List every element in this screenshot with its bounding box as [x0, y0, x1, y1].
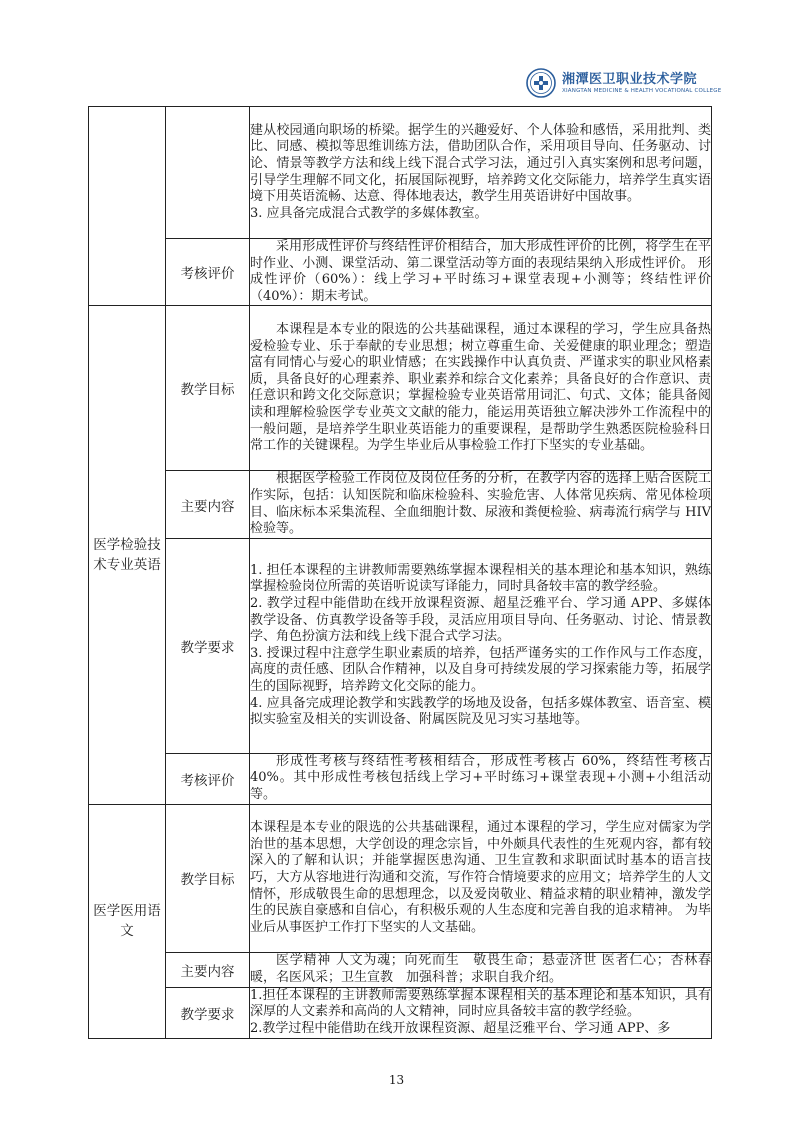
course-name: 医学检验技术专业英语: [89, 306, 166, 804]
school-emblem-icon: [526, 68, 556, 98]
school-name-en: XIANGTAN MEDICINE & HEALTH VOCATIONAL COLLEGE: [562, 87, 722, 94]
paragraph: 根据医学检验工作岗位及岗位任务的分析，在教学内容的选择上贴合医院工作实际，包括：认知医院和临床检验科、实验危害、人体常见疾病、常见体检项目、临床标本采集流程、全血细胞计数、尿液和粪便检验、病毒流行病学与 HIV 检验等。: [250, 471, 711, 537]
category-label: 教学目标: [166, 306, 250, 471]
category-label: 教学目标: [166, 804, 250, 952]
category-label: 主要内容: [166, 471, 250, 538]
paragraph: 本课程是本专业的限选的公共基础课程，通过本课程的学习，学生应对儒家为学治世的基本思想，大学创设的理念宗旨，中外颇具代表性的生死观内容，都有较深入的了解和认识；并能掌握医患沟通、卫生宣教和求职面试时基本的语言技巧，大方从容地进行沟通和交流，写作符合情境要求的应用文；培养学生的人文情怀，形成敬畏生命的思想理念，以及爱岗敬业、精益求精的职业精神，激发学生的民族自豪感和自信心，有积极乐观的人生态度和完善自我的追求精神。 为毕业后从事医护工作打下坚实的人文基础。: [250, 820, 711, 935]
content-cell: [250, 306, 712, 471]
content-cell: [250, 952, 712, 987]
table-row: [89, 987, 712, 1038]
paragraph: 3. 授课过程中注意学生职业素质的培养，包括严谨务实的工作作风与工作态度，高度的责任感、团队合作精神，以及自身可持续发展的学习探索能力等，拓展学生的国际视野，培养跨文化交际的能力。: [250, 645, 711, 694]
category-cell-empty: [166, 107, 250, 239]
paragraph: 1. 担任本课程的主讲教师需要熟练掌握本课程相关的基本理论和基本知识，熟练掌握检验岗位所需的英语听说读写译能力，同时具备较丰富的教学经验。: [250, 562, 711, 595]
paragraph: 采用形成性评价与终结性评价相结合，加大形成性评价的比例，将学生在平时作业、小测、课堂活动、第二课堂活动等方面的表现结果纳入形成性评价。 形成性评价（60%）：线上学习+平时练习+课堂表现+小测等；终结性评价（40%）：期末考试。: [250, 239, 711, 304]
page-header: [0, 0, 793, 100]
category-label: 主要内容: [166, 952, 250, 987]
paragraph: 3. 应具备完成混合式教学的多媒体教室。: [250, 205, 488, 221]
table-row: [89, 753, 712, 804]
content-cell: [250, 804, 712, 952]
table-row: [89, 239, 712, 306]
table-row: [89, 306, 712, 471]
curriculum-table: [88, 106, 712, 1039]
category-label: 考核评价: [166, 753, 250, 804]
table-row: [89, 471, 712, 538]
school-name-cn: 湘潭医卫职业技术学院: [562, 71, 698, 87]
table-row: [89, 952, 712, 987]
content-cell: [250, 753, 712, 804]
content-cell: [250, 987, 712, 1038]
content-cell: [250, 107, 712, 239]
paragraph: 2. 教学过程中能借助在线开放课程资源、超星泛雅平台、学习通 APP、多媒体教学设备、仿真教学设备等手段，灵活应用项目导向、任务驱动、讨论、情景教学、角色扮演方法和线上线下混合式学习法。: [250, 595, 711, 645]
school-logo: [526, 66, 726, 100]
paragraph: 建从校园通向职场的桥梁。据学生的兴趣爱好、个人体验和感悟，采用批判、类比、同感、模拟等思维训练方法，借助团队合作，采用项目导向、任务驱动、讨论、情景等教学方法和线上线下混合式学习法，通过引入真实案例和思考问题，引导学生理解不同文化，拓展国际视野，培养跨文化交际能力，培养学生真实语境下用英语流畅、达意、得体地表达，教学生用英语讲好中国故事。: [250, 122, 711, 205]
paragraph: 形成性考核与终结性考核相结合，形成性考核占 60%，终结性考核占 40%。其中形成性考核包括线上学习+平时练习+课堂表现+小测+小组活动等。: [250, 753, 711, 803]
category-label: 教学要求: [166, 538, 250, 753]
content-cell: [250, 471, 712, 538]
course-name-cell-empty: [89, 107, 166, 306]
content-cell: [250, 538, 712, 753]
paragraph: 1.担任本课程的主讲教师需要熟练掌握本课程相关的基本理论和基本知识，具有深厚的人文素养和高尚的人文精神，同时应具备较丰富的教学经验。: [250, 987, 711, 1020]
paragraph: 本课程是本专业的限选的公共基础课程，通过本课程的学习，学生应具备热爱检验专业、乐于奉献的专业思想；树立尊重生命、关爱健康的职业理念；塑造富有同情心与爱心的职业情感；在实践操作中认真负责、严谨求实的职业风格素质，具备良好的心理素养、职业素养和综合文化素养；具备良好的合作意识、责任意识和跨文化交际意识；掌握检验专业英语常用词汇、句式、文体；能具备阅读和理解检验医学专业英文文献的能力，能运用英语独立解决涉外工作流程中的一般问题，是培养学生职业英语能力的重要课程，是帮助学生熟悉医院检验科日常工作的关键课程。为学生毕业后从事检验工作打下坚实的专业基础。: [250, 322, 711, 454]
paragraph: 2.教学过程中能借助在线开放课程资源、超星泛雅平台、学习通 APP、多: [250, 1021, 671, 1037]
paragraph: 医学精神 人文为魂；向死而生 敬畏生命；悬壶济世 医者仁心；杏林春暖，名医风采；卫生宣教 加强科普；求职自我介绍。: [250, 953, 711, 985]
paragraph: 4. 应具备完成理论教学和实践教学的场地及设备，包括多媒体教室、语音室、模拟实验室及相关的实训设备、附属医院及见习实习基地等。: [250, 695, 711, 728]
page-number: 13: [388, 1073, 405, 1087]
table-row: [89, 107, 712, 239]
course-name: 医学医用语文: [89, 804, 166, 1038]
category-label: 教学要求: [166, 987, 250, 1038]
table-row: [89, 538, 712, 753]
content-cell: [250, 239, 712, 306]
table-row: [89, 804, 712, 952]
category-label: 考核评价: [166, 239, 250, 306]
